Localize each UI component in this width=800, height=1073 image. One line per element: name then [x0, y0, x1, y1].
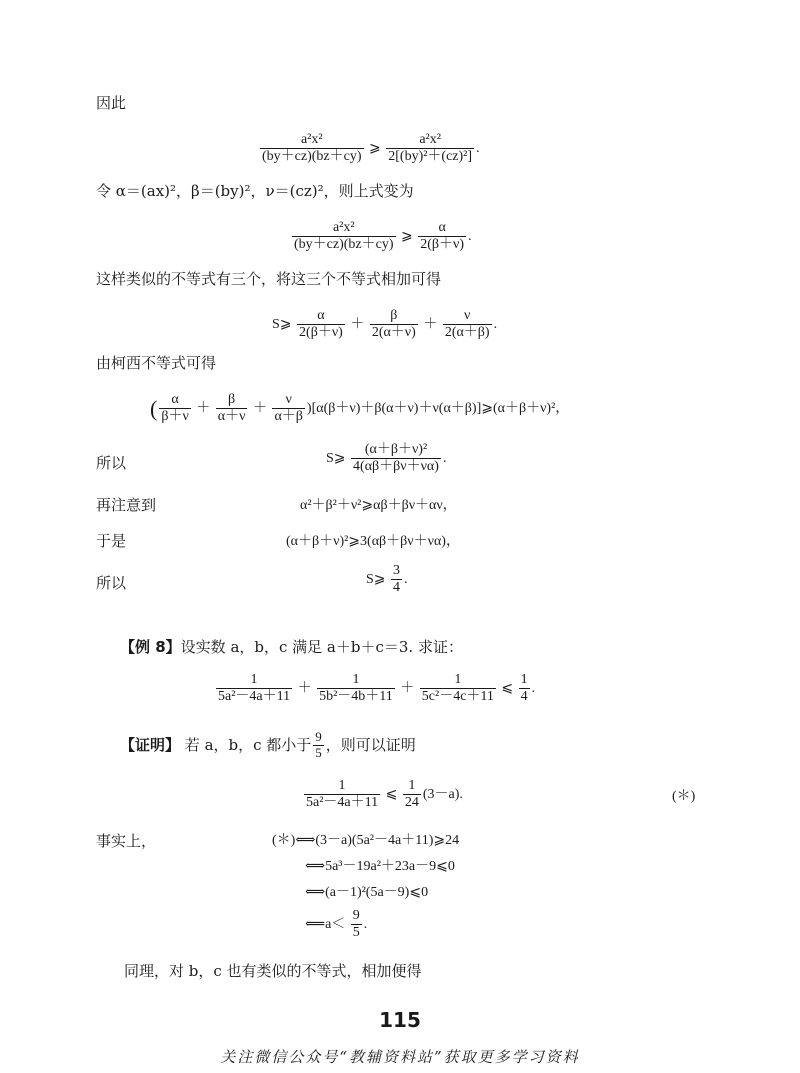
- formula-11: (＊)⟺(3－a)(5a²－4a＋11)⩾24: [272, 833, 460, 848]
- formula-8: [366, 563, 408, 596]
- f10-rd: 24: [404, 795, 419, 811]
- example-text: 设实数 a，b，c 满足 a＋b＋c＝3. 求证：: [180, 638, 463, 656]
- text-tongli: 同理，对 b，c 也有类似的不等式，相加便得: [124, 962, 422, 980]
- f4-d3: α＋β: [274, 409, 303, 425]
- f9-rd: 4: [520, 689, 528, 705]
- text-ling: 令 α＝(ax)²，β＝(by)²，ν＝(cz)²，则上式变为: [96, 182, 414, 200]
- f9-plus-2: ＋: [400, 680, 415, 696]
- formula-3: [272, 308, 497, 341]
- f3-n1: α: [317, 308, 325, 323]
- f9-n1: 1: [250, 672, 258, 687]
- f2-rhs-num: α: [438, 220, 446, 235]
- proof-heading: [120, 730, 416, 761]
- f14-lead: ⟸a＜: [305, 916, 346, 932]
- f9-d1: 5a²－4a＋11: [218, 689, 291, 705]
- f9-rn: 1: [520, 672, 528, 687]
- f2-lhs-num: a²x²: [332, 220, 355, 235]
- f5-lead: S⩾: [326, 450, 346, 466]
- f8-num: 3: [393, 563, 401, 578]
- f3-lead: S⩾: [272, 316, 292, 332]
- f8-end: .: [404, 571, 408, 587]
- f4-n3: ν: [285, 392, 292, 407]
- text-yushi: 于是: [96, 532, 127, 550]
- f3-end: .: [493, 316, 498, 332]
- text-youkexi: 由柯西不等式可得: [96, 354, 217, 372]
- text-zaizhuyi: 再注意到: [96, 496, 157, 514]
- f2-rhs-den: 2(β＋ν): [420, 237, 465, 253]
- formula-6: α²＋β²＋ν²⩾αβ＋βν＋αν，: [300, 498, 457, 513]
- f9-op: ⩽: [501, 680, 514, 696]
- f4-n2: β: [228, 392, 236, 407]
- f8-lead: S⩾: [366, 571, 386, 587]
- f8-den: 4: [393, 580, 401, 596]
- f2-op: ⩾: [401, 228, 413, 244]
- f5-num: (α＋β＋ν)²: [364, 442, 428, 457]
- f5-den: 4(αβ＋βν＋να): [353, 459, 439, 475]
- f4-plus-1: ＋: [196, 400, 211, 416]
- f4-d2: α＋ν: [217, 409, 246, 425]
- formula-14: [305, 908, 367, 941]
- proof-tag: 【证明】: [120, 735, 181, 754]
- text-suoyi-1: 所以: [96, 454, 127, 472]
- text-suoyi-2: 所以: [96, 574, 127, 592]
- formula-13: ⟺(a－1)²(5a－9)⩽0: [305, 885, 429, 900]
- f4-d1: β＋ν: [161, 409, 189, 425]
- footer-watermark: 关注微信公众号“教辅资料站”获取更多学习资料: [220, 1048, 580, 1066]
- f1-lhs-num: a²x²: [300, 132, 323, 147]
- text-shishi: 事实上，: [96, 832, 157, 850]
- f3-d1: 2(β＋ν): [299, 325, 343, 341]
- f14-end: .: [363, 916, 368, 932]
- f10-den: 5a²－4a＋11: [306, 795, 379, 811]
- f9-plus-1: ＋: [297, 680, 312, 696]
- proof-text-a: 若 a，b，c 都小于: [184, 735, 312, 754]
- f3-plus-1: ＋: [350, 316, 365, 332]
- f1-rhs-num: a²x²: [419, 132, 441, 147]
- proof-frac-den: 5: [315, 744, 322, 760]
- f14-den: 5: [352, 925, 360, 941]
- formula-10: [302, 778, 463, 811]
- proof-frac-9-5: [313, 730, 324, 761]
- f1-lhs-den: (by＋cz)(bz＋cy): [262, 149, 362, 165]
- f9-d3: 5c²－4c＋11: [421, 689, 494, 705]
- formula-1: [258, 132, 480, 165]
- f3-d2: 2(α＋ν): [371, 325, 416, 341]
- text-yinci: 因此: [96, 94, 127, 112]
- f10-tail: (3－a).: [422, 786, 463, 802]
- f4-plus-2: ＋: [252, 400, 267, 416]
- f10-op: ⩽: [385, 786, 398, 802]
- formula-12: ⟺5a³－19a²＋23a－9⩽0: [305, 859, 455, 874]
- f3-n3: ν: [464, 308, 471, 323]
- text-zheyang: 这样类似的不等式有三个，将这三个不等式相加可得: [96, 270, 442, 288]
- f1-op: ⩾: [369, 140, 381, 156]
- f1-end: .: [476, 140, 480, 156]
- f14-num: 9: [352, 908, 360, 923]
- f9-n3: 1: [454, 672, 462, 687]
- f9-d2: 5b²－4b＋11: [319, 689, 393, 705]
- formula-2: [290, 220, 472, 253]
- proof-text-b: ，则可以证明: [325, 735, 416, 754]
- f2-end: .: [468, 228, 472, 244]
- formula-7: (α＋β＋ν)²⩾3(αβ＋βν＋να)，: [286, 534, 460, 549]
- formula-star-tag: (＊): [672, 789, 696, 804]
- page-number: 115: [379, 1008, 421, 1032]
- f5-end: .: [442, 450, 447, 466]
- example-tag: 【例 8】: [120, 638, 181, 656]
- f1-rhs-den: 2[(by)²＋(cz)²]: [388, 149, 473, 165]
- f9-n2: 1: [352, 672, 360, 687]
- f4-open: (: [150, 395, 158, 421]
- f4-rest: )[α(β＋ν)＋β(α＋ν)＋ν(α＋β)]⩾(α＋β＋ν)²，: [306, 400, 570, 416]
- f10-rn: 1: [408, 778, 416, 793]
- f4-n1: α: [171, 392, 179, 407]
- formula-5: [326, 442, 446, 475]
- formula-4: [150, 392, 569, 425]
- f2-lhs-den: (by＋cz)(bz＋cy): [294, 237, 394, 253]
- f3-n2: β: [390, 308, 398, 323]
- example-heading: [120, 640, 463, 655]
- f3-d3: 2(α＋β): [444, 325, 490, 341]
- formula-9: [214, 672, 535, 705]
- f9-end: .: [531, 680, 536, 696]
- proof-frac-num: 9: [315, 729, 322, 744]
- f10-num: 1: [338, 778, 346, 793]
- f3-plus-2: ＋: [423, 316, 438, 332]
